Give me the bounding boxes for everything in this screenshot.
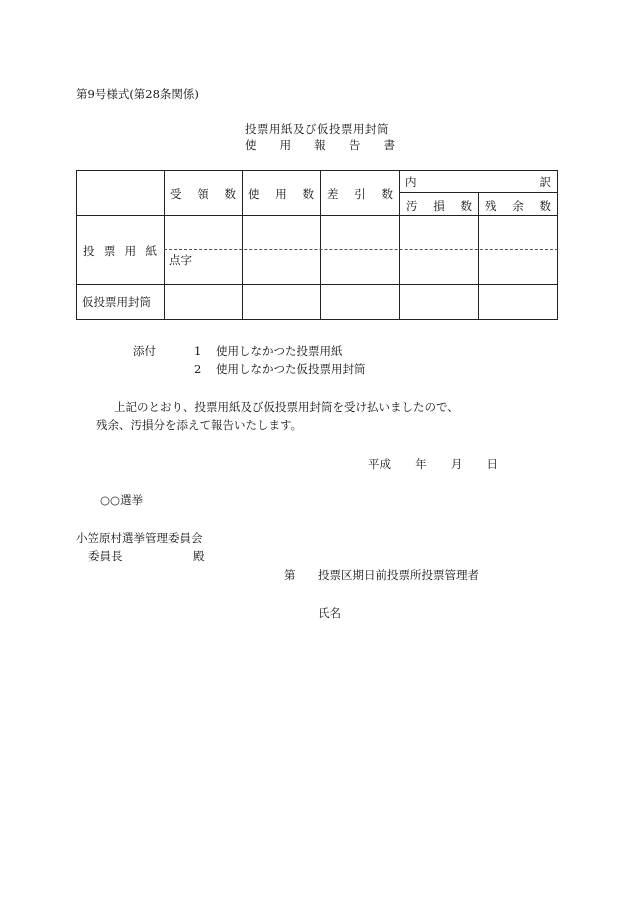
body-text-line2: 残余、汚損分を添えて報告いたします。 — [96, 418, 303, 432]
header-char: 差 — [327, 187, 339, 201]
attachment-text: 使用しなかつた投票用紙 — [215, 344, 343, 358]
header-char: 内 — [405, 175, 417, 189]
table-rule — [164, 170, 165, 320]
table-border — [76, 170, 558, 171]
table-rule — [478, 192, 479, 320]
addressee-honorific: 殿 — [193, 549, 205, 563]
header-char: 損 — [433, 199, 445, 213]
report-date — [368, 456, 498, 472]
header-difference — [327, 186, 393, 202]
attachment-item — [194, 361, 365, 377]
header-damaged — [406, 198, 472, 214]
header-char: 引 — [354, 187, 366, 201]
signature-name-label: 氏名 — [318, 606, 341, 620]
header-char: 訳 — [539, 175, 551, 189]
attachment-number: 1 — [194, 344, 202, 358]
table-border — [76, 170, 77, 320]
header-char: 領 — [197, 187, 209, 201]
attachment-label: 添付 — [133, 344, 156, 358]
table-rule — [399, 170, 400, 320]
title-char: 告 — [348, 138, 361, 152]
header-char: 数 — [539, 199, 551, 213]
date-year: 年 — [415, 457, 427, 471]
title-char: 用 — [279, 138, 292, 152]
document-title: 投票用紙及び仮投票用封筒 — [245, 122, 389, 136]
row-char: 用 — [124, 244, 137, 258]
title-char: 報 — [314, 138, 326, 152]
form-number: 第9号様式(第28条関係) — [76, 87, 199, 101]
header-char: 余 — [512, 199, 524, 213]
date-month: 月 — [450, 457, 463, 471]
title-char: 書 — [383, 138, 395, 152]
header-char: 使 — [248, 187, 260, 201]
table-border — [76, 319, 558, 320]
document-title-line2 — [245, 137, 395, 153]
header-char: 受 — [170, 187, 182, 201]
attachment-item — [194, 343, 342, 359]
header-breakdown — [405, 174, 551, 190]
row-char: 票 — [103, 244, 116, 258]
row-label-envelope: 仮投票用封筒 — [82, 295, 151, 309]
header-char: 残 — [485, 199, 497, 213]
election-name: ○○選挙 — [100, 493, 144, 507]
header-remaining — [485, 198, 551, 214]
header-char: 数 — [224, 187, 236, 201]
addressee-committee: 小笠原村選挙管理委員会 — [76, 531, 203, 545]
attachment-text: 使用しなかつた仮投票用封筒 — [215, 362, 366, 376]
header-char: 数 — [381, 187, 393, 201]
table-rule — [242, 170, 243, 320]
body-text-line1: 上記のとおり、投票用紙及び仮投票用封筒を受け払いましたので、 — [114, 400, 459, 414]
table-rule — [76, 284, 558, 285]
table-rule — [76, 215, 558, 216]
header-used — [248, 186, 314, 202]
attachment-number: 2 — [194, 362, 202, 376]
report-table — [76, 170, 558, 320]
row-char: 投 — [83, 244, 95, 258]
title-char: 使 — [245, 138, 257, 152]
addressee-chair: 委員長 — [88, 549, 123, 563]
header-char: 用 — [275, 187, 287, 201]
row-label-braille: 点字 — [169, 253, 192, 267]
signature-number-prefix: 第 — [284, 568, 296, 582]
header-char: 数 — [302, 187, 314, 201]
row-label-ballot-paper — [83, 243, 157, 259]
header-received — [170, 186, 236, 202]
signature-title: 投票区期日前投票所投票管理者 — [318, 568, 479, 582]
header-char: 数 — [460, 199, 472, 213]
date-day: 日 — [486, 457, 498, 471]
table-rule — [320, 170, 321, 320]
row-char: 紙 — [145, 244, 157, 258]
braille-divider — [164, 249, 558, 250]
header-char: 汚 — [406, 199, 418, 213]
date-era: 平成 — [368, 457, 391, 471]
